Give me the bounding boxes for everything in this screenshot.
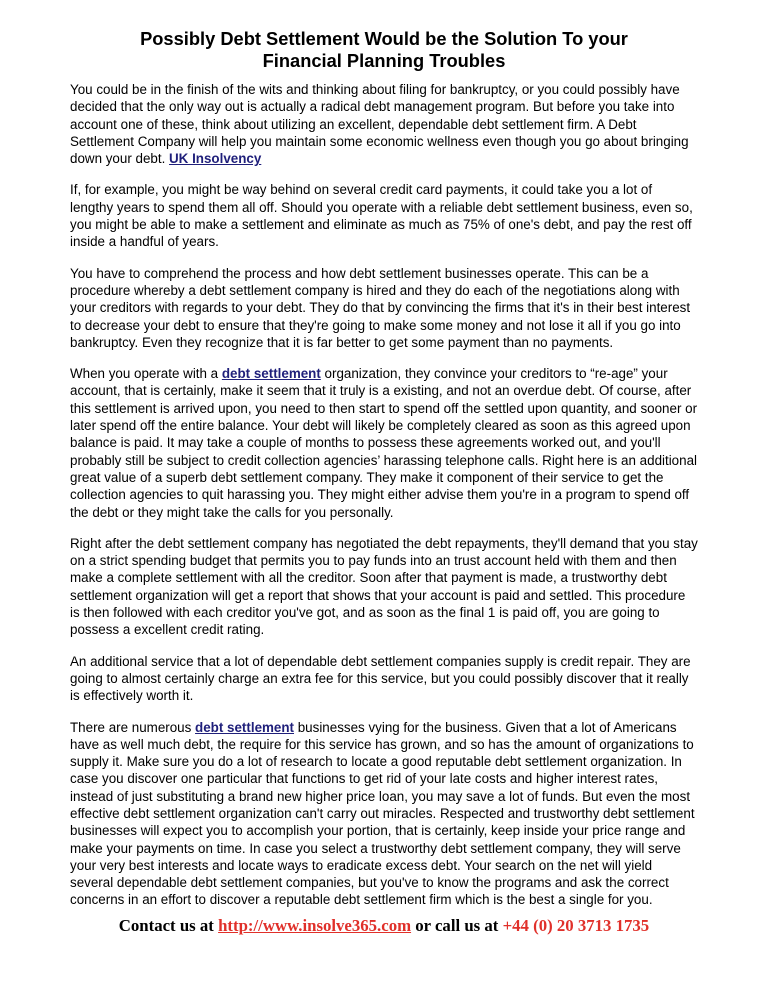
uk-insolvency-link[interactable]: UK Insolvency xyxy=(169,151,262,167)
title-line-2: Financial Planning Troubles xyxy=(262,50,506,71)
paragraph-7 xyxy=(70,719,698,909)
paragraph-5: Right after the debt settlement company has negotiated the debt repayments, they'll demand that you stay on a strict spending budget that permits you to pay funds into an trust account held with them and then make a complete settlement with all the creditor. Soon after that payment is made, a trustworthy debt settlement organization will get a report that shows that your account is paid and settled. This procedure is then followed with each creditor you've got, and as soon as the final 1 is paid off, you are going to possess a excellent credit rating. xyxy=(70,535,698,638)
phone-number[interactable]: +44 (0) 20 3713 1735 xyxy=(502,916,650,935)
debt-settlement-link-1[interactable]: debt settlement xyxy=(221,366,321,382)
website-link[interactable]: http://www.insolve365.com xyxy=(218,916,412,935)
paragraph-3: You have to comprehend the process and how debt settlement businesses operate. This can be a procedure whereby a debt settlement company is hired and they do each of the negotiations along with your creditors with regards to your debt. They do that by convincing the firms that it's in their best interest to decrease your debt to ensure that they're going to make some money and not lose it all if you go into bankruptcy. Even they recognize that it is far better to get some payment than no payments. xyxy=(70,265,691,350)
call-label: or call us at xyxy=(411,916,503,935)
paragraph-4-after: organization, they convince your creditors to “re-age” your account, that is certainly, make it seem that it truly is a existing, and not an overdue debt. Of course, after this settlement is arrived upon, you need to then start to spend off the settled upon quantity, and sooner or later spend off the entire balance. Your debt will likely be completely cleared as soon as this agreed upon balance is paid. It may take a couple of months to possess these agreements worked out, and you'll probably still be subject to credit collection agencies’ harassing telephone calls. Right here is an additional great value of a superb debt settlement company. They make it component of their service to get the collection agencies to quit harassing you. They might either advise them you're in a program to spend off the debt or they might take the calls for you personally. xyxy=(70,366,698,520)
paragraph-6: An additional service that a lot of dependable debt settlement companies supply is credit repair. They are going to almost certainly charge an extra fee for this service, but you could possibly discover that it really is effectively worth it. xyxy=(70,653,691,704)
document-title xyxy=(70,28,698,72)
paragraph-1-text: You could be in the finish of the wits and thinking about filing for bankruptcy, or you could possibly have decided that the only way out is actually a radical debt management program. But before you take into account one of these, think about utilizing an excellent, dependable debt settlement firm. A Debt Settlement Company will help you maintain some economic wellness even though you go about bringing down your debt. xyxy=(70,82,689,167)
paragraph-1 xyxy=(70,81,698,167)
paragraph-4-before: When you operate with a xyxy=(70,366,222,382)
debt-settlement-link-2[interactable]: debt settlement xyxy=(195,719,295,735)
paragraph-4 xyxy=(70,365,698,521)
contact-footer xyxy=(0,916,768,936)
paragraph-7-after: businesses vying for the business. Given that a lot of Americans have as well much debt, the require for this service has grown, and so has the amount of organizations to supply it. Make sure you do a lot of research to locate a good reputable debt settlement organization. In case you discover one particular that functions to get rid of your late costs and higher interest rates, instead of just substituting a brand new higher price loan, you may save a lot of funds. But even the most effective debt settlement organization can't carry out miracles. Respected and trustworthy debt settlement businesses will expect you to accomplish your portion, that is certainly, keep inside your price range and make your payments on time. In case you select a trustworthy debt settlement company, they will serve your very best interests and locate ways to eradicate excess debt. Your search on the net will yield several dependable debt settlement companies, but you've to know the programs and ask the correct concerns in an effort to discover a reputable debt settlement firm which is the best a single for you. xyxy=(70,719,695,908)
paragraph-2: If, for example, you might be way behind on several credit card payments, it could take you a lot of lengthy years to spend them all off. Should you operate with a reliable debt settlement business, even so, you might be able to make a settlement and eliminate as much as 75% of one's debt, and pay the rest off inside a handful of years. xyxy=(70,182,693,250)
paragraph-7-before: There are numerous xyxy=(70,719,196,735)
contact-label: Contact us at xyxy=(118,916,219,935)
title-line-1: Possibly Debt Settlement Would be the Solution To your xyxy=(140,28,628,49)
